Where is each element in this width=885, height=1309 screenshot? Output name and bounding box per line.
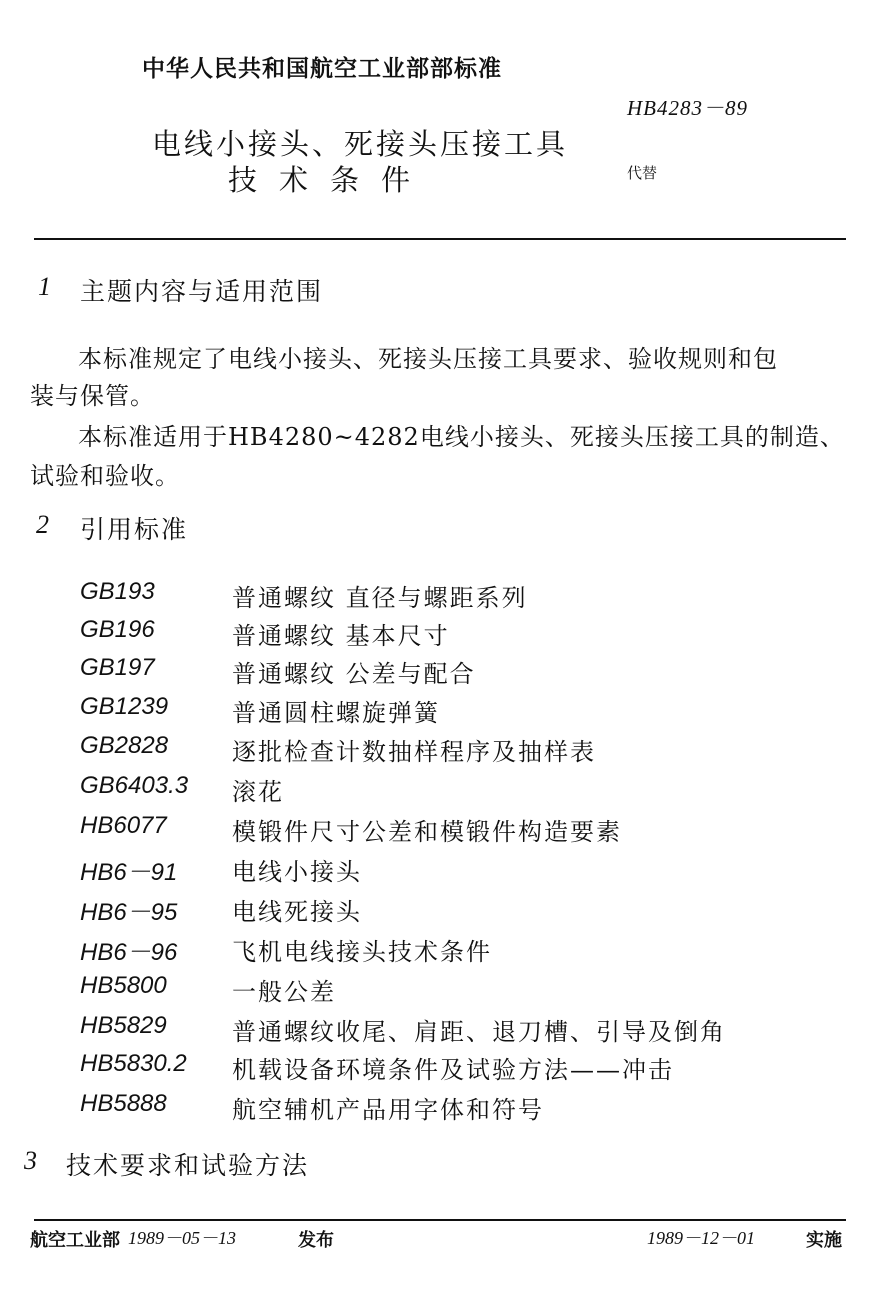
replaces-label: 代替 [627, 164, 658, 182]
reference-title: 逐批检查计数抽样程序及抽样表 [232, 738, 596, 766]
reference-title: 电线死接头 [232, 898, 362, 926]
footer-effective-label: 实施 [806, 1230, 842, 1251]
section-2-number: 2 [36, 510, 49, 539]
reference-title: 电线小接头 [232, 858, 362, 886]
section-3-title: 技术要求和试验方法 [66, 1151, 310, 1180]
reference-code: GB2828 [80, 732, 169, 759]
reference-code: HB6－96 [80, 939, 178, 966]
reference-code: GB1239 [80, 693, 169, 720]
reference-code: GB197 [80, 654, 155, 681]
section-1-title: 主题内容与适用范围 [80, 277, 324, 306]
reference-title: 普通螺纹收尾、肩距、退刀槽、引导及倒角 [232, 1018, 726, 1046]
reference-title: 一般公差 [232, 978, 336, 1006]
footer-issuer: 航空工业部 [30, 1230, 120, 1251]
reference-title: 机载设备环境条件及试验方法——冲击 [232, 1056, 674, 1084]
section-1-paragraph-1-line-1: 本标准规定了电线小接头、死接头压接工具要求、验收规则和包 [78, 345, 778, 373]
reference-code: HB5829 [80, 1012, 167, 1039]
footer-issue-label: 发布 [298, 1230, 334, 1251]
reference-title: 飞机电线接头技术条件 [232, 938, 492, 966]
section-3-number: 3 [24, 1146, 37, 1175]
reference-code: GB6403.3 [80, 772, 189, 799]
reference-code: HB5800 [80, 972, 167, 999]
reference-title: 普通圆柱螺旋弹簧 [232, 699, 440, 727]
reference-title: 普通螺纹 基本尺寸 [232, 622, 450, 650]
header-divider [34, 238, 846, 240]
reference-title: 普通螺纹 直径与螺距系列 [232, 584, 528, 612]
document-title-line1: 电线小接头、死接头压接工具 [152, 127, 569, 161]
issuing-organization: 中华人民共和国航空工业部部标准 [142, 56, 502, 82]
reference-code: HB5830.2 [80, 1050, 187, 1077]
section-1-paragraph-1-line-2: 装与保管。 [30, 382, 155, 410]
reference-code: GB193 [80, 578, 155, 605]
section-1-number: 1 [38, 272, 51, 301]
standard-code: HB4283－89 [627, 96, 748, 120]
footer-issue-date: 1989－05－13 [128, 1228, 236, 1248]
reference-code: GB196 [80, 616, 155, 643]
reference-title: 航空辅机产品用字体和符号 [232, 1096, 544, 1124]
reference-code: HB6077 [80, 812, 167, 839]
footer-divider [34, 1219, 846, 1221]
document-title-line2: 技术条件 [228, 163, 433, 197]
reference-title: 模锻件尺寸公差和模锻件构造要素 [232, 818, 622, 846]
section-1-paragraph-2-line-1: 本标准适用于HB4280~4282电线小接头、死接头压接工具的制造、 [78, 423, 845, 451]
reference-title: 普通螺纹 公差与配合 [232, 660, 476, 688]
reference-code: HB6－95 [80, 899, 178, 926]
section-1-paragraph-2-line-2: 试验和验收。 [30, 462, 180, 490]
reference-code: HB5888 [80, 1090, 167, 1117]
section-2-title: 引用标准 [80, 515, 189, 544]
reference-title: 滚花 [232, 778, 284, 806]
footer-effective-date: 1989－12－01 [647, 1228, 755, 1248]
reference-code: HB6－91 [80, 859, 178, 886]
